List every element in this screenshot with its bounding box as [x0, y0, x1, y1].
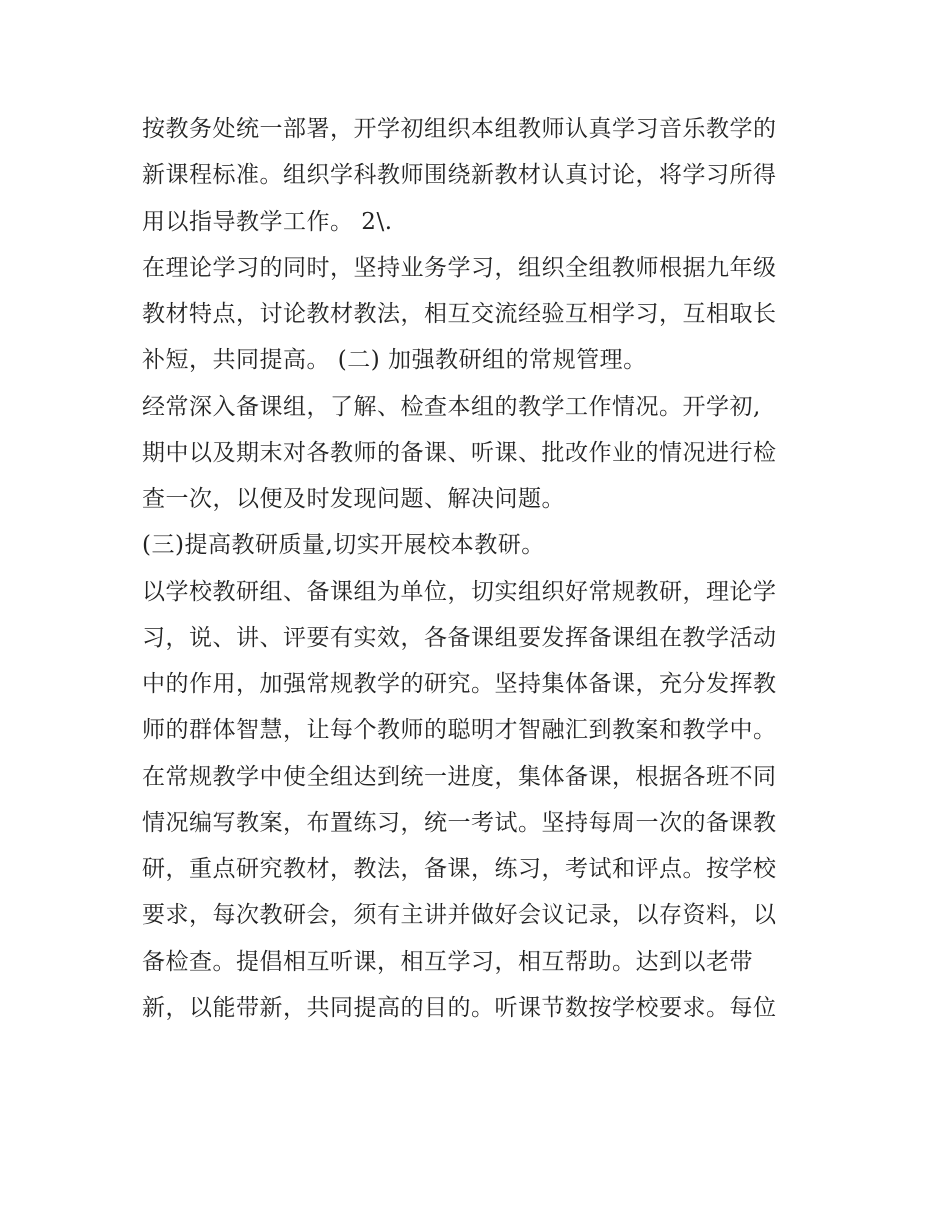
text-line: 期中以及期末对各教师的备课、听课、批改作业的情况进行检 — [142, 439, 777, 466]
text-line: 中的作用，加强常规教学的研究。坚持集体备课，充分发挥教 — [142, 671, 777, 697]
text-line: 新，以能带新，共同提高的目的。听课节数按学校要求。每位 — [142, 994, 777, 1021]
text-line: 经常深入备课组，了解、检查本组的教学工作情况。开学初, — [142, 393, 761, 420]
text-line: 习，说、讲、评要有实效，各备课组要发挥备课组在教学活动 — [142, 624, 777, 651]
text-line: 教材特点，讨论教材教法，相互交流经验互相学习，互相取长 — [142, 301, 777, 327]
text-line: 情况编写教案，布置练习，统一考试。坚持每周一次的备课教 — [142, 809, 777, 836]
text-line: 补短，共同提高。 (二) 加强教研组的常规管理。 — [142, 347, 647, 374]
text-line: 按教务处统一部署，开学初组织本组教师认真学习音乐教学的 — [142, 116, 777, 142]
text-line: 查一次，以便及时发现问题、解决问题。 — [142, 486, 565, 512]
text-line: (三)提高教研质量,切实开展校本教研。 — [142, 532, 545, 559]
text-line: 要求，每次教研会，须有主讲并做好会议记录，以存资料，以 — [142, 902, 777, 929]
text-line: 在理论学习的同时，坚持业务学习，组织全组教师根据九年级 — [142, 254, 777, 281]
text-line: 研，重点研究教材，教法，备课，练习，考试和评点。按学校 — [142, 856, 777, 882]
text-line: 师的群体智慧，让每个教师的聪明才智融汇到教案和教学中。 — [142, 717, 777, 744]
text-line: 用以指导教学工作。 2\. — [142, 208, 393, 235]
document-body — [142, 106, 822, 1031]
text-line: 在常规教学中使全组达到统一进度，集体备课，根据各班不同 — [142, 763, 777, 790]
text-line: 备检查。提倡相互听课，相互学习，相互帮助。达到以老带 — [142, 948, 753, 975]
text-line: 新课程标准。组织学科教师围绕新教材认真讨论，将学习所得 — [142, 162, 777, 189]
text-line: 以学校教研组、备课组为单位，切实组织好常规教研，理论学 — [142, 578, 777, 605]
